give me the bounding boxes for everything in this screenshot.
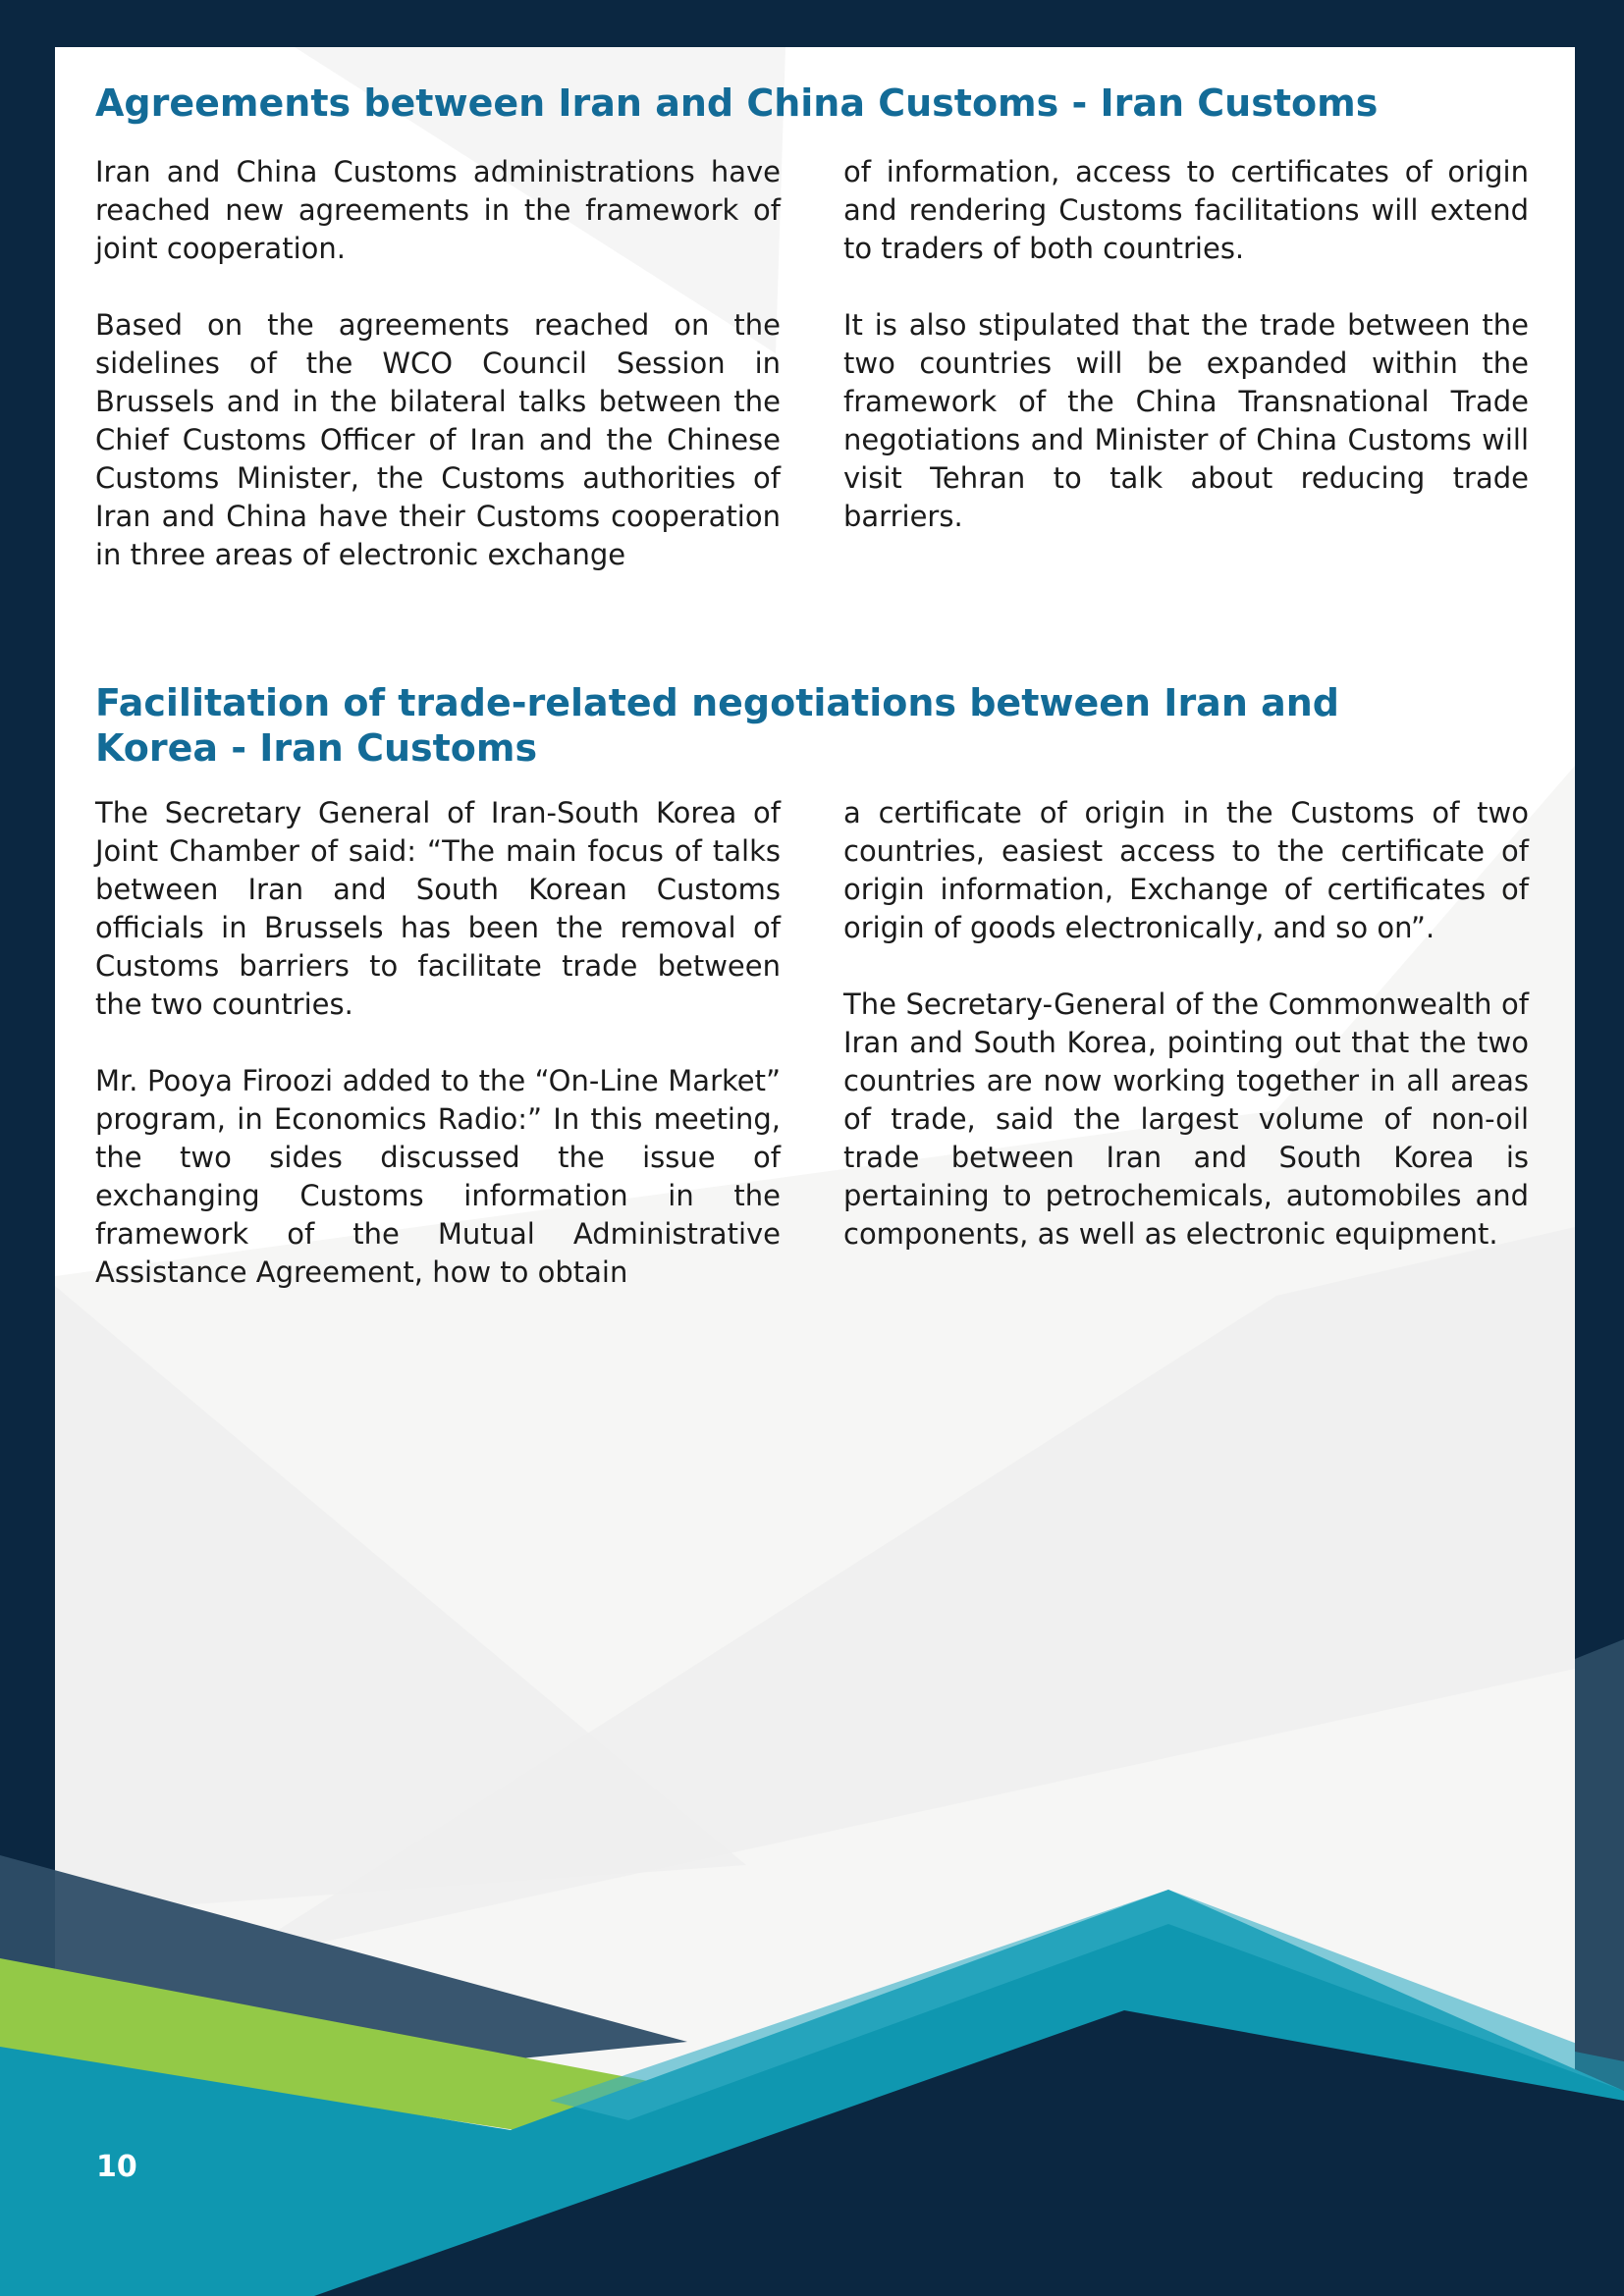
- section-title: Agreements between Iran and China Customs - Iran Customs: [95, 81, 1379, 125]
- two-columns: [95, 794, 1529, 1292]
- two-columns: [95, 153, 1529, 574]
- right-column: [843, 153, 1529, 574]
- paragraph: Mr. Pooya Firoozi added to the “On-Line Market” program, in Economics Radio:” In this meeting, the two sides discussed the issue of exchanging Customs information in the framework of the Mutual Administrative Assistance Agreement, how to obtain: [95, 1064, 781, 1289]
- section-title: [95, 680, 1529, 771]
- page-number: 10: [96, 2150, 137, 2184]
- paragraph: The Secretary-General of the Commonwealth of Iran and South Korea, pointing out that the two countries are now working together in all areas of trade, said the largest volume of non-oil trade between Iran and South Korea is pertaining to petrochemicals, automobiles and components, as well as electronic equipment.: [843, 988, 1529, 1251]
- paragraph: It is also stipulated that the trade between the two countries will be expanded within the framework of the China Transnational Trade negotiations and Minister of China Customs will visit Tehran to talk about reducing trade barriers.: [843, 308, 1529, 533]
- paragraph: The Secretary General of Iran-South Korea of Joint Chamber of said: “The main focus of talks between Iran and South Korean Customs officials in Brussels has been the removal of Customs barriers to facilitate trade between the two countries.: [95, 796, 781, 1021]
- section-title-line1: Facilitation of trade-related negotiations between Iran and: [95, 681, 1340, 724]
- left-column: [95, 153, 781, 574]
- paragraph: Iran and China Customs administrations have reached new agreements in the framework of joint cooperation.: [95, 155, 781, 265]
- left-column: [95, 794, 781, 1292]
- paragraph: a certificate of origin in the Customs of two countries, easiest access to the certificate of origin information, Exchange of certificates of origin of goods electronically, and so on”.: [843, 796, 1529, 944]
- section-iran-china: [95, 80, 1529, 574]
- section-title-line2: Korea - Iran Customs: [95, 726, 538, 770]
- paragraph: Based on the agreements reached on the sidelines of the WCO Council Session in Brussels and in the bilateral talks between the Chief Customs Officer of Iran and the Chinese Customs Minister, the Customs authorities of Iran and China have their Customs cooperation in three areas of electronic exchange: [95, 308, 781, 571]
- right-column: [843, 794, 1529, 1292]
- paragraph: of information, access to certificates of origin and rendering Customs facilitations will extend to traders of both countries.: [843, 155, 1529, 265]
- section-iran-korea: [95, 680, 1529, 1292]
- slate-edge-right: [1575, 1639, 1624, 2061]
- content-area: [95, 80, 1529, 1292]
